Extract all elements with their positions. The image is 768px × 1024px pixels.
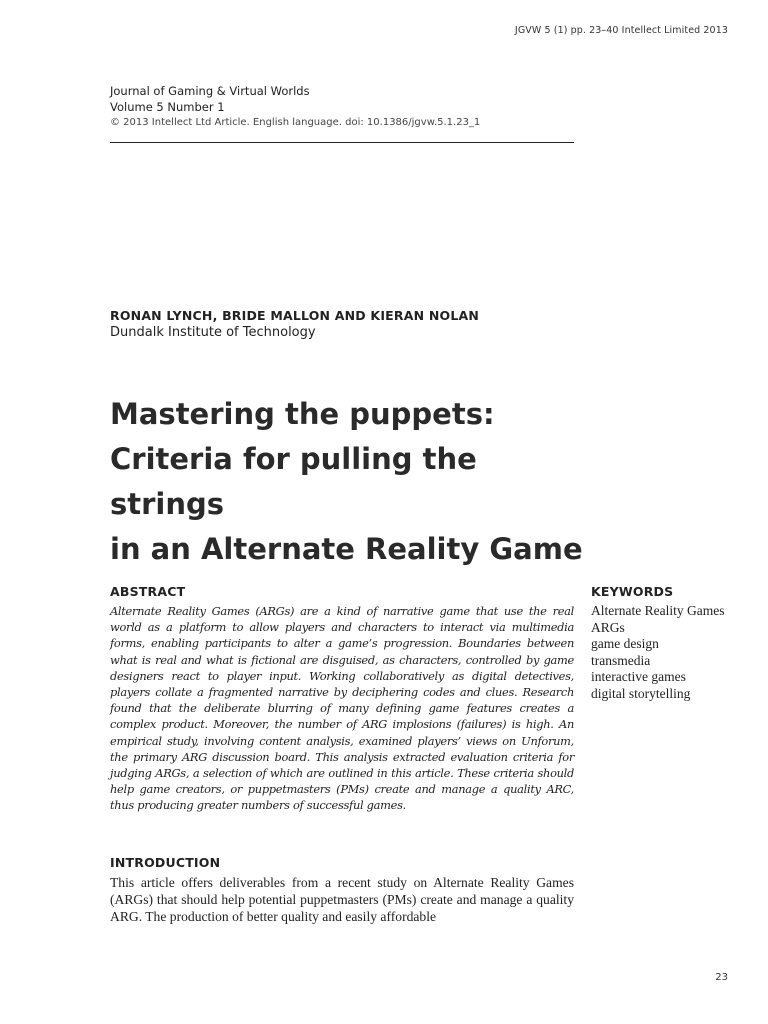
abstract-heading: ABSTRACT [110, 584, 186, 599]
abstract-text: Alternate Reality Games (ARGs) are a kind of narrative game that use the real world as a platform to allow players and characters to interact via multimedia forms, enabling participants to alter a game’s progression. Boundaries between what is real and what is fictional are disguised, as characters, controlled by game designers react to player input. Working collaboratively as digital detectives, players collate a fragmented narrative by deciphering codes and clues. Research found that the deliberate blurring of many defining game features creates a complex product. Moreover, the number of ARG implosions (failures) is high. An empirical study, involving content analysis, examined players’ views on Unforum, the primary ARG discussion board. This analysis extracted evaluation criteria for judging ARGs, a selection of which are outlined in this article. These criteria should help game creators, or puppetmasters (PMs) create and manage a quality ARC, thus producing greater numbers of successful games. [110, 604, 574, 813]
title-line-1: Mastering the puppets: [110, 397, 495, 431]
author-names: RONAN LYNCH, BRIDE MALLON AND KIERAN NOLAN [110, 308, 480, 323]
keywords-list [591, 603, 741, 702]
keyword-item: ARGs [591, 619, 625, 635]
running-head: JGVW 5 (1) pp. 23–40 Intellect Limited 2013 [514, 25, 728, 36]
journal-meta: © 2013 Intellect Ltd Article. English language. doi: 10.1386/jgvw.5.1.23_1 [110, 117, 481, 128]
title-line-2: Criteria for pulling the strings [110, 442, 477, 521]
author-affiliation: Dundalk Institute of Technology [110, 325, 316, 340]
introduction-heading: INTRODUCTION [110, 855, 221, 870]
title-line-3: in an Alternate Reality Game [110, 532, 583, 566]
journal-name: Journal of Gaming & Virtual Worlds [110, 84, 310, 98]
article-title [110, 392, 590, 572]
keywords-section [591, 584, 741, 702]
author-block [110, 308, 574, 340]
keyword-item: Alternate Reality Games [591, 603, 725, 618]
introduction-text: This article offers deliverables from a recent study on Alternate Reality Games (ARGs) that should help potential puppetmasters (PMs) create and manage a quality ARG. The production of better quality and easily affordable [110, 875, 574, 924]
header-rule [110, 142, 574, 143]
keyword-item: digital storytelling [591, 685, 691, 701]
journal-info [110, 83, 574, 131]
abstract-section [110, 584, 574, 814]
keywords-heading: KEYWORDS [591, 584, 674, 599]
journal-volume: Volume 5 Number 1 [110, 100, 225, 114]
introduction-section [110, 855, 574, 925]
keyword-item: interactive games [591, 669, 686, 684]
keyword-item: transmedia [591, 652, 651, 668]
keyword-item: game design [591, 636, 659, 651]
page-number: 23 [715, 972, 728, 983]
